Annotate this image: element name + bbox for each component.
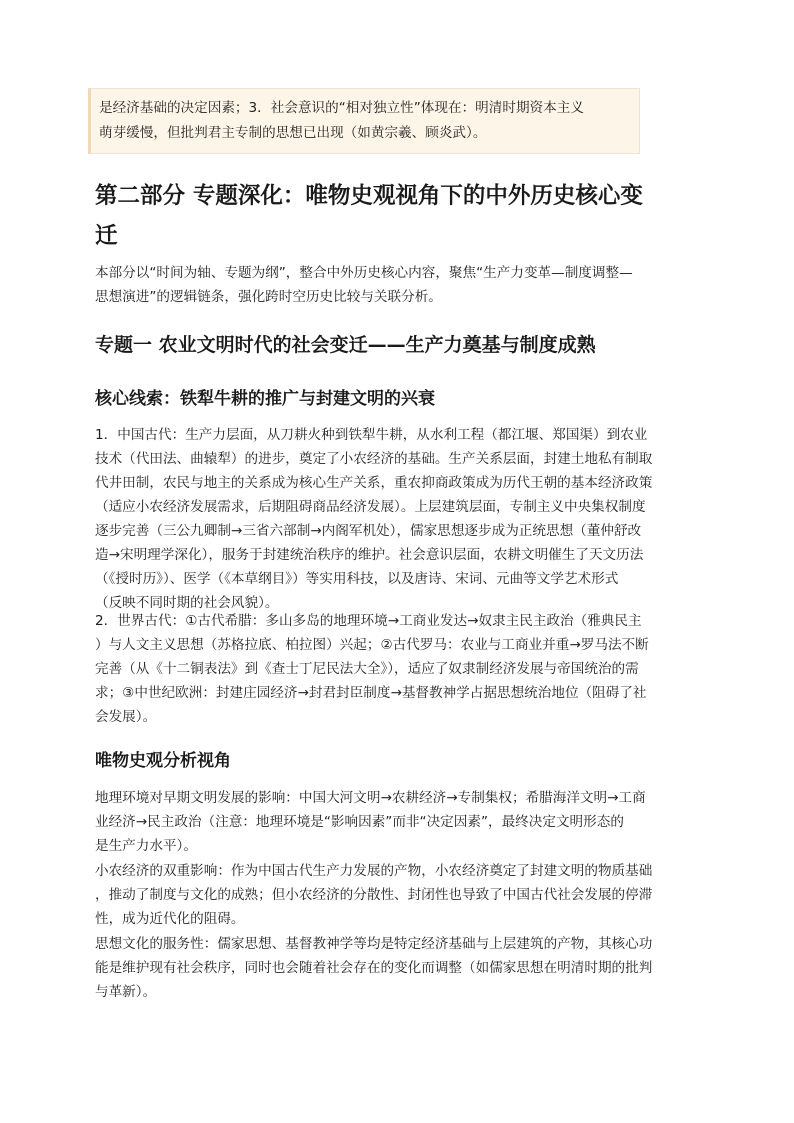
paragraph-line: 思想文化的服务性：儒家思想、基督教神学等均是特定经济基础与上层建筑的产物，其核心功 (95, 936, 653, 952)
callout-line: 是经济基础的决定因素；3．社会意识的“相对独立性”体现在：明清时期资本主义 (99, 100, 584, 116)
paragraph-line: 地理环境对早期文明发展的影响：中国大河文明→农耕经济→专制集权；希腊海洋文明→工商 (95, 790, 646, 806)
china-ancient-paragraph (95, 423, 710, 615)
heading-line: 第二部分 专题深化：唯物史观视角下的中外历史核心变 (95, 183, 643, 209)
analysis-heading: 唯物史观分析视角 (95, 751, 231, 771)
topic-one-heading: 专题一 农业文明时代的社会变迁——生产力奠基与制度成熟 (95, 334, 596, 356)
paragraph-line: 能是维护现有社会秩序，同时也会随着社会存在的变化而调整（如儒家思想在明清时期的批判 (95, 960, 653, 976)
paragraph-line: （反映不同时期的社会风貌）。 (95, 595, 279, 611)
paragraph-line: ，推动了制度与文化的成熟；但小农经济的分散性、封闭性也导致了中国古代社会发展的停滞 (95, 887, 653, 903)
geography-paragraph (95, 786, 710, 858)
paragraph-line: 1．中国古代：生产力层面，从刀耕火种到铁犁牛耕，从水利工程（都江堰、郑国渠）到农业 (95, 427, 648, 443)
core-clue-heading: 核心线索：铁犁牛耕的推广与封建文明的兴衰 (95, 389, 435, 409)
part-two-heading (95, 176, 705, 256)
paragraph-line: 代井田制，农民与地主的关系成为核心生产关系，重农抑商政策成为历代王朝的基本经济政策 (95, 475, 653, 491)
paragraph-line: 技术（代田法、曲辕犁）的进步，奠定了小农经济的基础。生产关系层面，封建土地私有制取 (95, 451, 653, 467)
ideology-paragraph (95, 932, 710, 1004)
paragraph-line: 会发展）。 (95, 709, 157, 725)
intro-line: 本部分以“时间为轴、专题为纲”，整合中外历史核心内容，聚焦“生产力变革—制度调整— (95, 265, 633, 281)
paragraph-line: 小农经济的双重影响：作为中国古代生产力发展的产物，小农经济奠定了封建文明的物质基础 (95, 863, 653, 879)
note-callout (88, 88, 640, 154)
paragraph-line: 逐步完善（三公九卿制→三省六部制→内阁军机处），儒家思想逐步成为正统思想（董仲舒改 (95, 523, 642, 539)
part-two-intro (95, 261, 705, 309)
paragraph-line: 造→宋明理学深化），服务于封建统治秩序的维护。社会意识层面，农耕文明催生了天文历法 (95, 547, 644, 563)
paragraph-line: ）与人文主义思想（苏格拉底、柏拉图）兴起；②古代罗马：农业与工商业并重→罗马法不断 (95, 637, 649, 653)
world-ancient-paragraph (95, 609, 710, 729)
paragraph-line: （适应小农经济发展需求，后期阻碍商品经济发展）。上层建筑层面，专制主义中央集权制度 (95, 499, 646, 515)
paragraph-line: 性，成为近代化的阻碍。 (95, 911, 245, 927)
paragraph-line: 2．世界古代：①古代希腊：多山多岛的地理环境→工商业发达→奴隶主民主政治（雅典民主 (95, 613, 642, 629)
paragraph-line: 求；③中世纪欧洲：封建庄园经济→封君封臣制度→基督教神学占据思想统治地位（阻碍了社 (95, 685, 647, 701)
paragraph-line: 是生产力水平）。 (95, 838, 197, 854)
heading-line: 迁 (95, 223, 118, 249)
callout-line: 萌芽缓慢，但批判君主专制的思想已出现（如黄宗羲、顾炎武）。 (99, 125, 487, 141)
paragraph-line: （《授时历》）、医学（《本草纲目》）等实用科技，以及唐诗、宋词、元曲等文学艺术形式 (95, 571, 619, 587)
small-peasant-paragraph (95, 859, 710, 931)
paragraph-line: 与革新）。 (95, 984, 157, 1000)
intro-line: 思想演进”的逻辑链条，强化跨时空历史比较与关联分析。 (95, 289, 442, 305)
paragraph-line: 业经济→民主政治（注意：地理环境是“影响因素”而非“决定因素”，最终决定文明形态的 (95, 814, 624, 830)
paragraph-line: 完善（从《十二铜表法》到《查士丁尼民法大全》），适应了奴隶制经济发展与帝国统治的需 (95, 661, 639, 677)
